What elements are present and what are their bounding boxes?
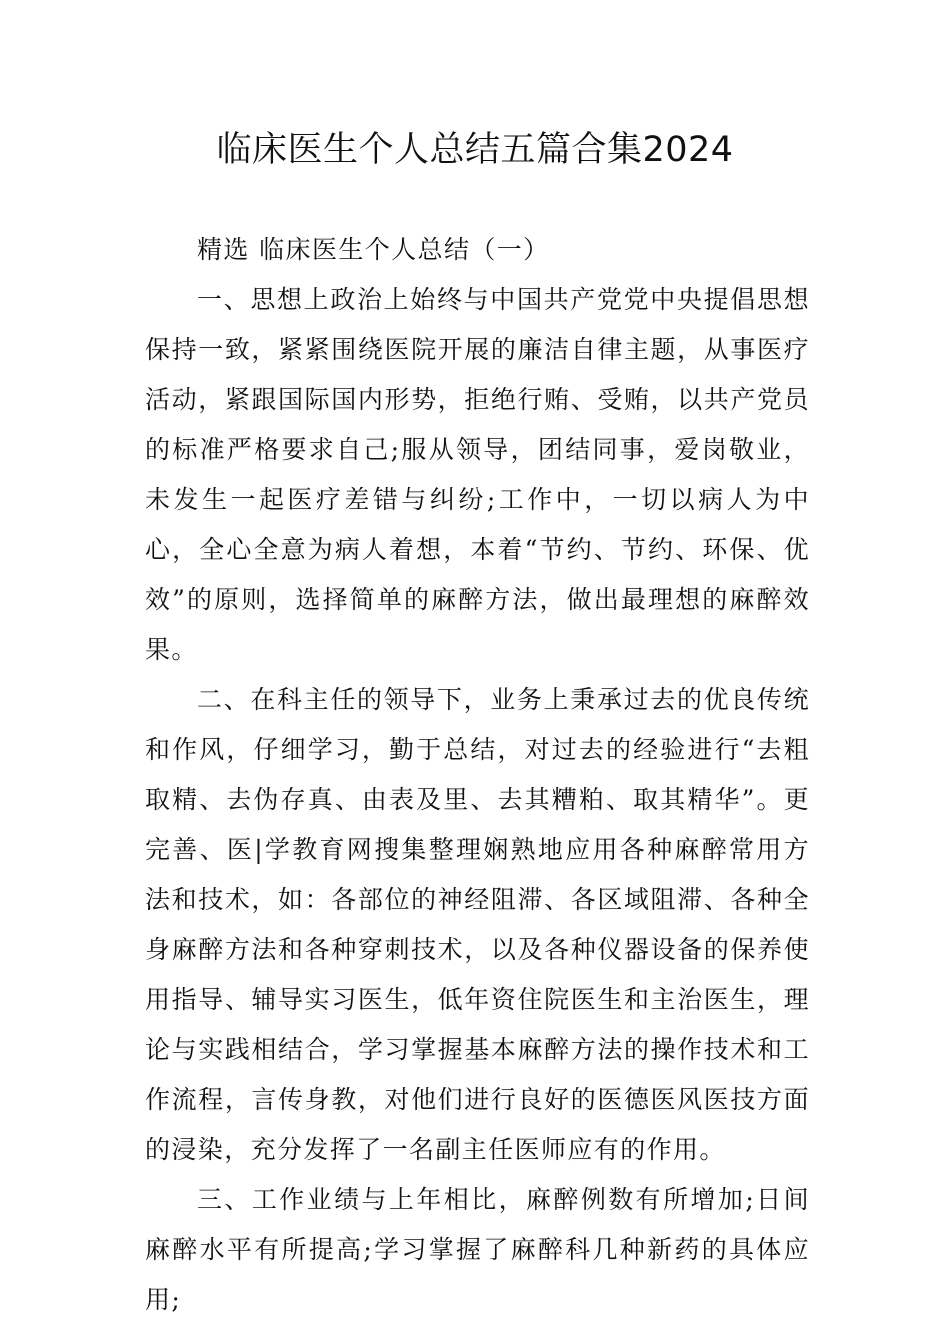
document-title: 临床医生个人总结五篇合集2024 — [216, 130, 734, 170]
document-body — [145, 225, 810, 1325]
section-heading: 精选 临床医生个人总结（一） — [197, 235, 550, 264]
paragraph-3: 三、工作业绩与上年相比，麻醉例数有所增加;日间麻醉水平有所提高;学习掌握了麻醉科几种新药的具体应用; — [145, 1185, 810, 1314]
paragraph-1: 一、思想上政治上始终与中国共产党党中央提倡思想保持一致，紧紧围绕医院开展的廉洁自律主题，从事医疗活动，紧跟国际国内形势，拒绝行贿、受贿，以共产党员的标准严格要求自己;服从领导，团结同事，爱岗敬业，未发生一起医疗差错与纠纷;工作中，一切以病人为中心，全心全意为病人着想，本着“节约、节约、环保、优效”的原则，选择简单的麻醉方法，做出最理想的麻醉效果。 — [145, 285, 810, 664]
paragraph-2: 二、在科主任的领导下，业务上秉承过去的优良传统和作风，仔细学习，勤于总结，对过去的经验进行“去粗取精、去伪存真、由表及里、去其糟粕、取其精华”。更完善、医|学教育网搜集整理娴熟地应用各种麻醉常用方法和技术，如：各部位的神经阻滞、各区域阻滞、各种全身麻醉方法和各种穿刺技术，以及各种仪器设备的保养使用指导、辅导实习医生，低年资住院医生和主治医生，理论与实践相结合，学习掌握基本麻醉方法的操作技术和工作流程，言传身教，对他们进行良好的医德医风医技方面的浸染，充分发挥了一名副主任医师应有的作用。 — [145, 685, 810, 1164]
